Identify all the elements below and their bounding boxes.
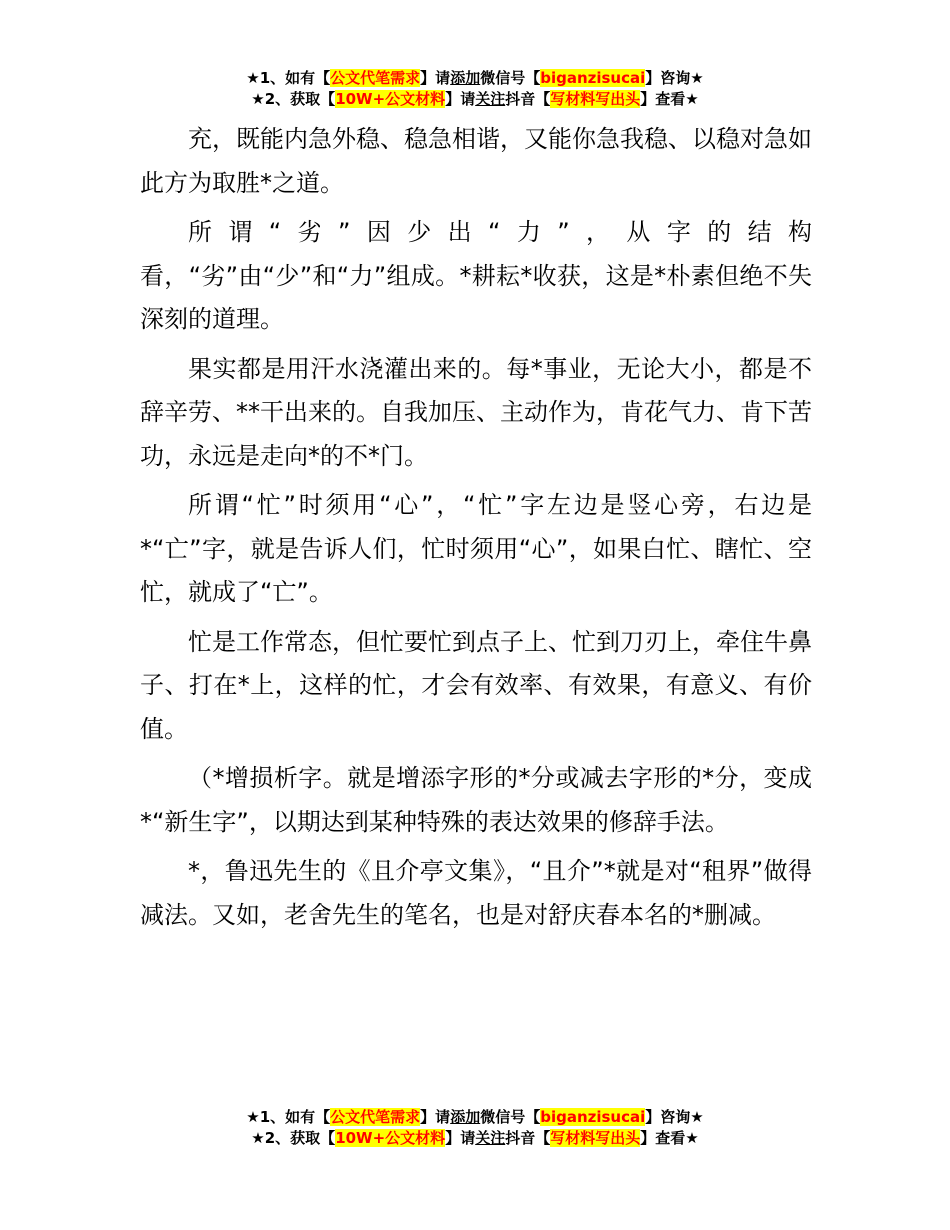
footer-line-2-prefix: ★2、获取【 [251,1129,336,1147]
footer-line-1-text-2: 微信号【 [480,1108,541,1126]
header-highlight-materials: 10W+公文材料 [335,90,446,108]
header-line-1 [0,68,950,89]
paragraph: 所谓“劣”因少出“力”，从字的结构看，“劣”由“少”和“力”组成。*耕耘*收获，这是*朴素但绝不失深刻的道理。 [140,218,812,333]
header-line-1-text: 】请 [420,69,451,87]
header-line-1-suffix: 】咨询★ [645,69,704,87]
footer-line-2 [0,1128,950,1149]
paragraph: 忙是工作常态，但忙要忙到点子上、忙到刀刃上，牵住牛鼻子、打在*上，这样的忙，才会有效率、有效果，有意义、有价值。 [140,627,812,743]
header-line-1-text-2: 微信号【 [480,69,541,87]
document-body [140,118,812,943]
header-highlight-service: 公文代笔需求 [330,69,421,87]
header-line-2-suffix: 】查看★ [640,90,699,108]
header-line-2-text: 】请 [445,90,476,108]
footer-highlight-service: 公文代笔需求 [330,1108,421,1126]
footer-line-1-prefix: ★1、如有【 [246,1108,331,1126]
paragraph: 所谓“忙”时须用“心”，“忙”字左边是竖心旁，右边是*“亡”字，就是告诉人们，忙时须用“心”，如果白忙、瞎忙、空忙，就成了“亡”。 [140,491,812,606]
header-line-2-text-2: 抖音【 [505,90,551,108]
footer-banner [0,1107,950,1149]
footer-highlight-materials: 10W+公文材料 [335,1129,446,1147]
footer-line-1-text: 】请 [420,1108,451,1126]
header-line-1-prefix: ★1、如有【 [246,69,331,87]
header-line-2 [0,89,950,110]
footer-highlight-wechat-id: biganzisucai [540,1108,646,1126]
footer-underline-follow: 关注 [475,1129,506,1147]
header-highlight-douyin-id: 写材料写出头 [550,90,641,108]
header-underline-follow: 关注 [475,90,506,108]
footer-line-2-text-2: 抖音【 [505,1129,551,1147]
paragraph: 充，既能内急外稳、稳急相谐，又能你急我稳、以稳对急如此方为取胜*之道。 [140,125,812,197]
footer-line-2-suffix: 】查看★ [640,1129,699,1147]
header-highlight-wechat-id: biganzisucai [540,69,646,87]
paragraph: *，鲁迅先生的《且介亭文集》，“且介”*就是对“租界”做得减法。又如，老舍先生的笔名，也是对舒庆春本名的*删减。 [140,857,812,929]
footer-underline-add: 添加 [450,1108,481,1126]
header-underline-add: 添加 [450,69,481,87]
paragraph: （*增损析字。就是增添字形的*分或减去字形的*分，变成*“新生字”，以期达到某种特殊的表达效果的修辞手法。 [140,764,812,836]
header-banner [0,68,950,110]
paragraph: 果实都是用汗水浇灌出来的。每*事业，无论大小，都是不辞辛劳、**干出来的。自我加压、主动作为，肯花气力、肯下苦功，永远是走向*的不*门。 [140,354,812,470]
header-line-2-prefix: ★2、获取【 [251,90,336,108]
footer-line-1 [0,1107,950,1128]
footer-line-1-suffix: 】咨询★ [645,1108,704,1126]
footer-highlight-douyin-id: 写材料写出头 [550,1129,641,1147]
footer-line-2-text: 】请 [445,1129,476,1147]
